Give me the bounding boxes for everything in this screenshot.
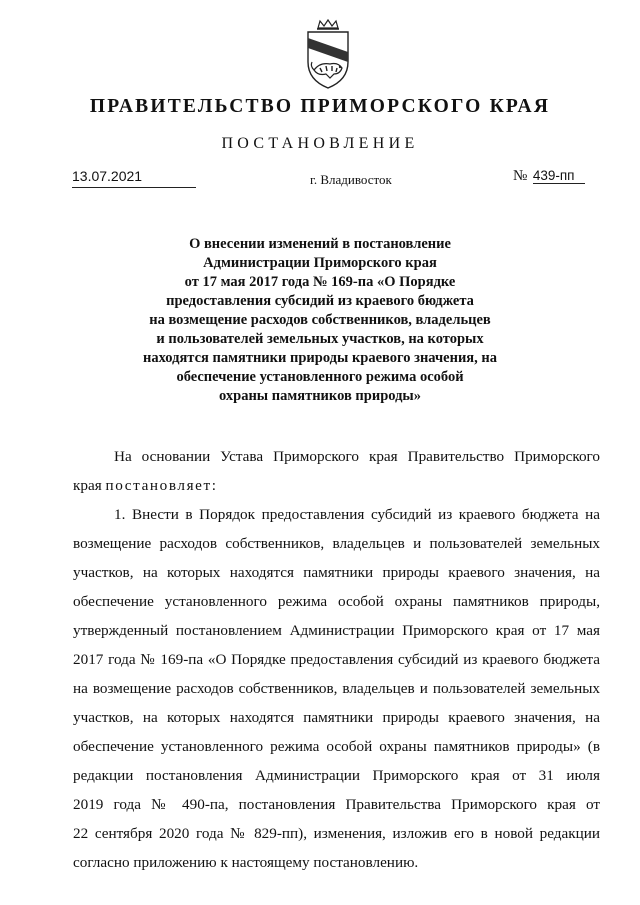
document-body: [73, 442, 600, 877]
document-heading: [60, 235, 580, 406]
intro-prefix: края: [73, 477, 106, 494]
paragraph-line: согласно приложению к настоящему постановлению.: [73, 854, 419, 871]
paragraph-line: редакции постановления Администрации Приморского края от 31 июля: [73, 767, 600, 784]
heading-line: на возмещение расходов собственников, владельцев: [149, 312, 491, 328]
document-number-field: [513, 168, 585, 185]
heading-line: охраны памятников природы»: [219, 388, 421, 404]
paragraph-line: 2019 года № 490-па, постановления Правительства Приморского края от: [73, 796, 600, 813]
paragraph-line: на возмещение расходов собственников, владельцев и пользователей земельных: [73, 680, 600, 697]
paragraph-line: 1. Внести в Порядок предоставления субсидий из краевого бюджета на: [114, 506, 600, 523]
paragraph-line: 2017 года № 169-па «О Порядке предоставления субсидий из краевого бюджета: [73, 651, 600, 668]
document-type: ПОСТАНОВЛЕНИЕ: [221, 135, 419, 152]
paragraph-line: участков, на которых находятся памятники природы краевого значения, на: [73, 564, 600, 581]
heading-line: О внесении изменений в постановление: [189, 236, 451, 252]
document-date: 13.07.2021: [72, 168, 196, 188]
number-sign: №: [513, 168, 528, 184]
resolves-word: постановляет:: [105, 477, 218, 494]
paragraph-line: 22 сентября 2020 года № 829-пп), изменения, изложив его в новой редакции: [73, 825, 600, 842]
intro-line: На основании Устава Приморского края Правительство Приморского: [114, 448, 600, 465]
intro-line-resolves: [73, 471, 600, 500]
document-number: 439-пп: [533, 168, 585, 184]
heading-line: предоставления субсидий из краевого бюджета: [166, 293, 474, 309]
paragraph-line: утвержденный постановлением Администрации Приморского края от 17 мая: [73, 622, 600, 639]
primorsky-krai-coat-of-arms-icon: [300, 18, 356, 90]
paragraph-line: участков, на которых находятся памятники природы краевого значения, на: [73, 709, 600, 726]
heading-line: от 17 мая 2017 года № 169-па «О Порядке: [184, 274, 456, 290]
heading-line: и пользователей земельных участков, на которых: [156, 331, 484, 347]
heading-line: находятся памятники природы краевого значения, на: [142, 350, 498, 366]
heading-line: обеспечение установленного режима особой: [176, 369, 464, 385]
government-title: ПРАВИТЕЛЬСТВО ПРИМОРСКОГО КРАЯ: [89, 96, 551, 117]
heading-line: Администрации Приморского края: [203, 255, 437, 271]
paragraph-line: обеспечение установленного режима особой охраны памятников природы» (в: [73, 738, 600, 755]
document-city: г. Владивосток: [310, 172, 392, 187]
paragraph-line: обеспечение установленного режима особой охраны памятников природы,: [73, 593, 600, 610]
paragraph-line: возмещение расходов собственников, владельцев и пользователей земельных: [73, 535, 600, 552]
